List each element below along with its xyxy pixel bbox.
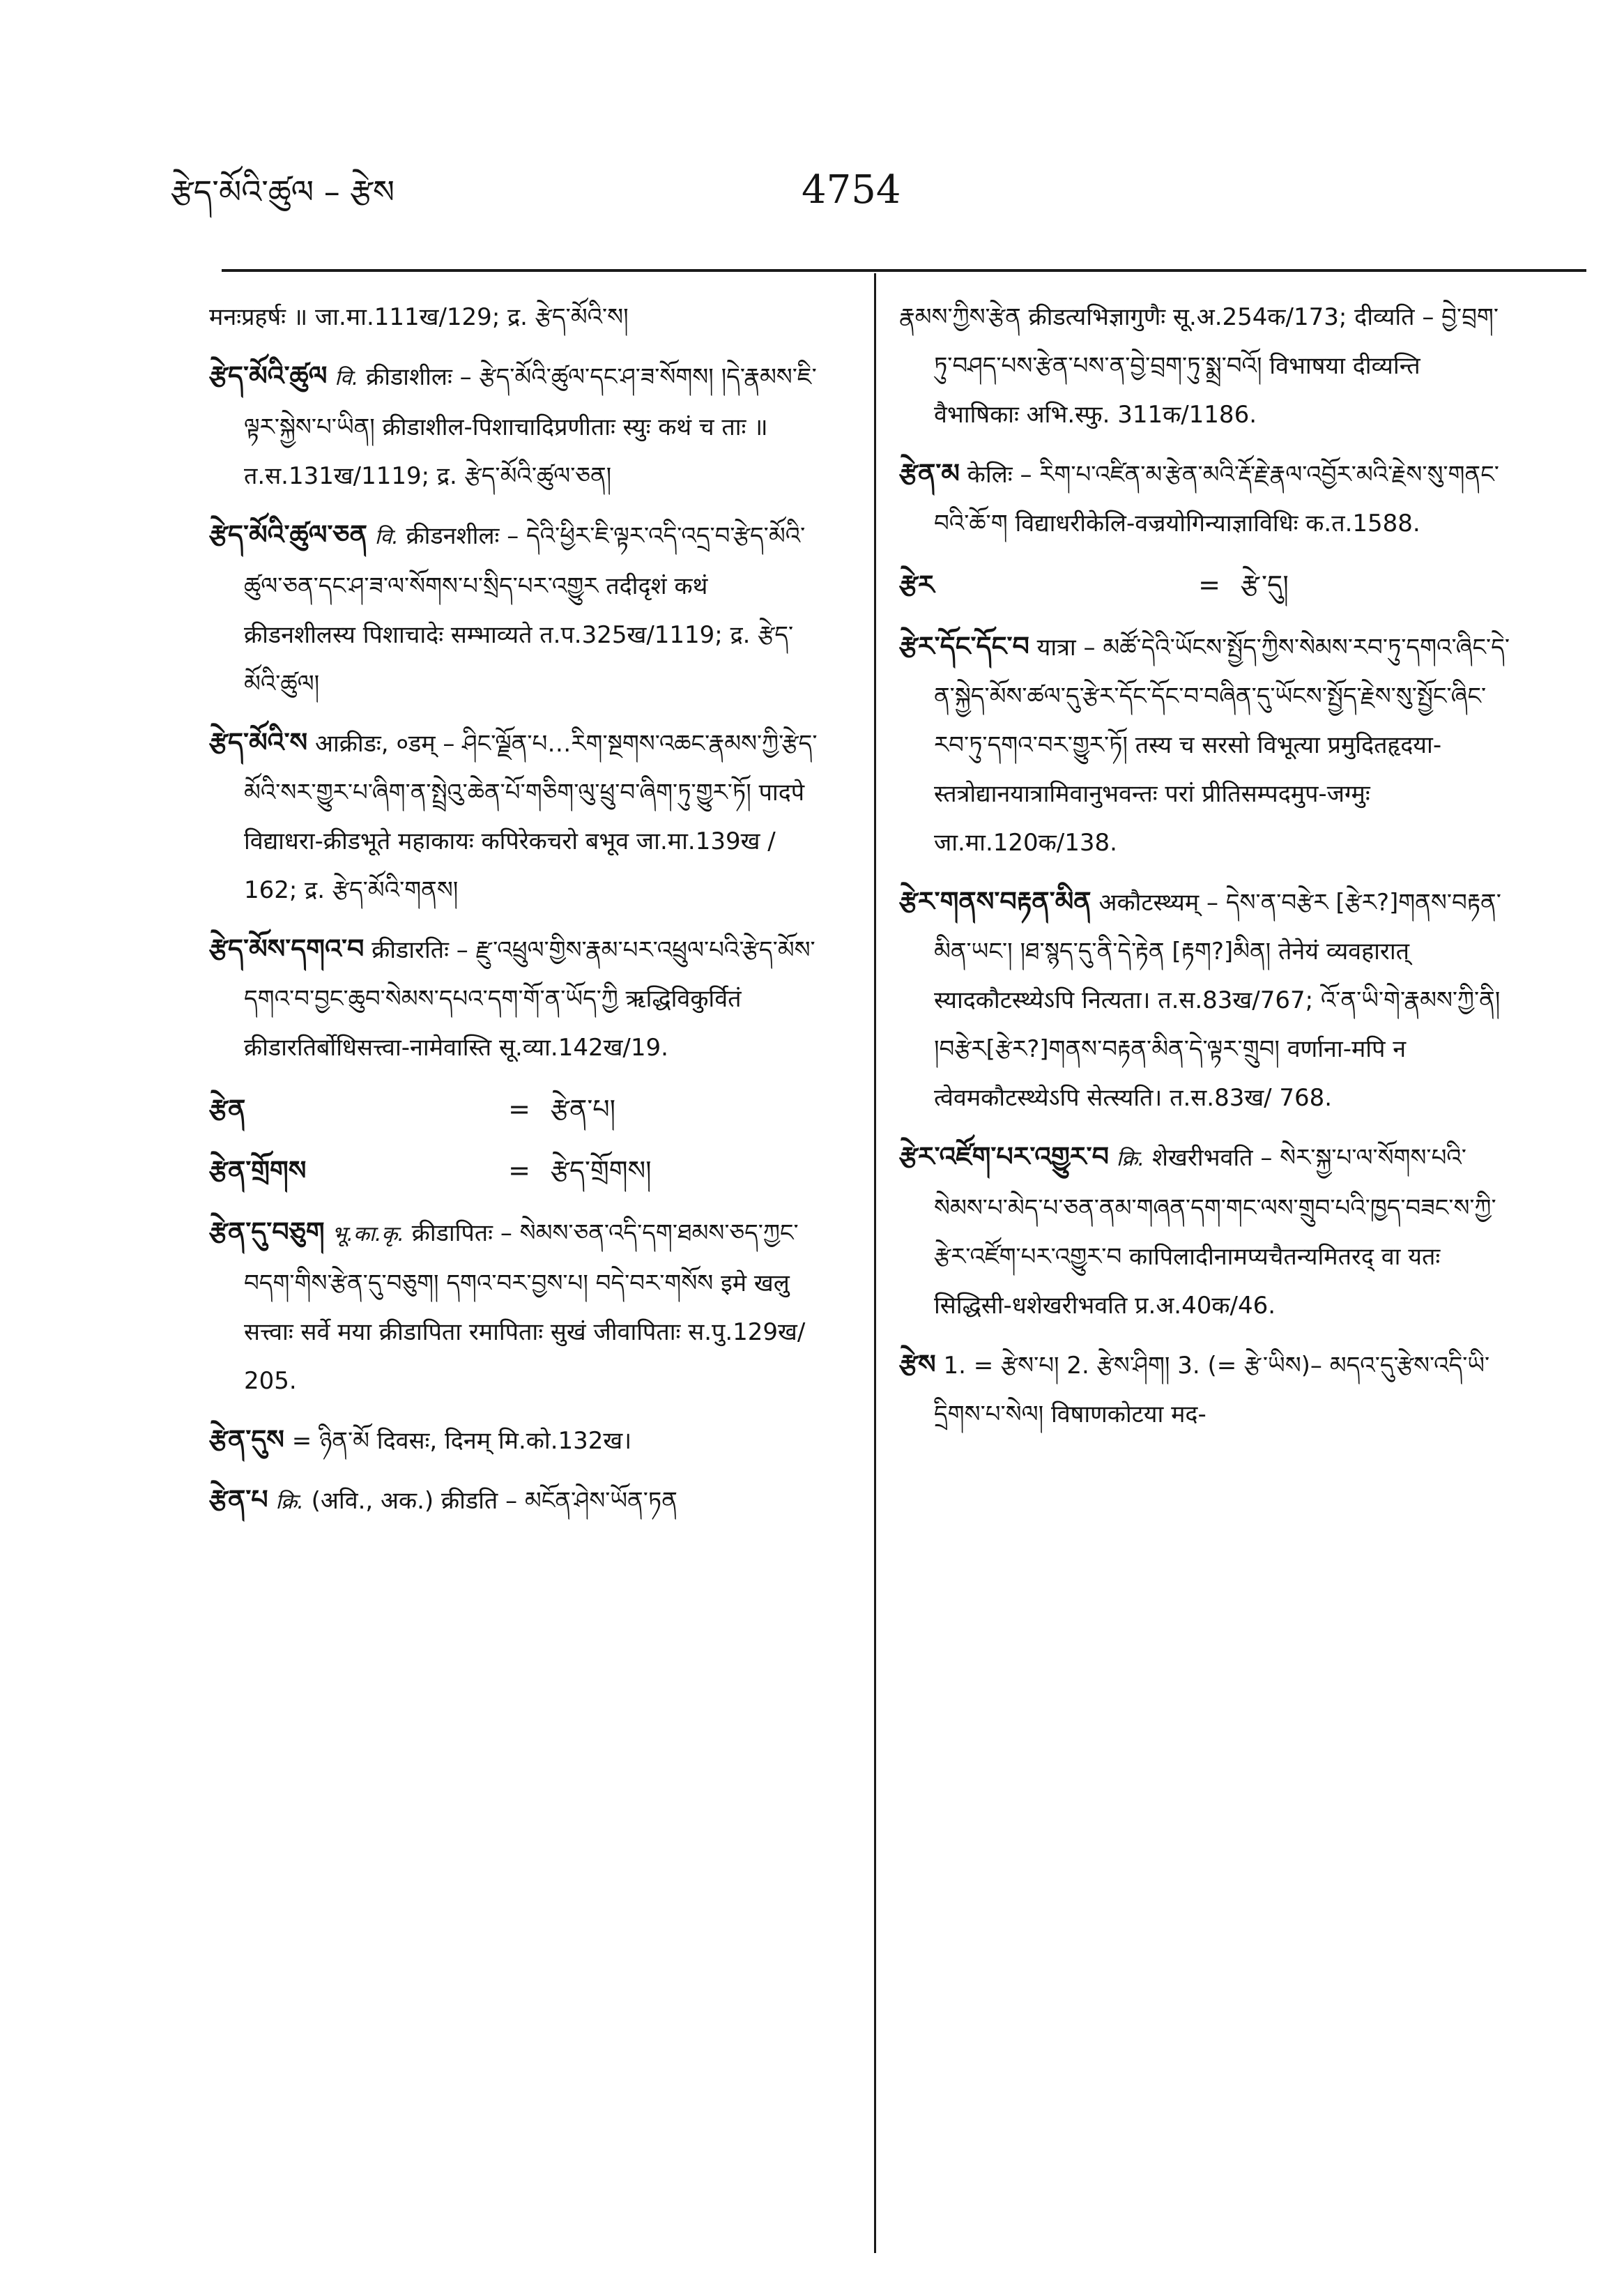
dictionary-entry: [899, 449, 1512, 548]
headword: རྩེན་དུ་བཅུག: [209, 1216, 325, 1247]
entry-body: क्रीडनशीलः – དེའི་ཕྱིར་ཇི་ལྟར་འདི་འདྲ་བ་རྩེད་མོའི་ཚུལ་ཅན་དང་ཤ་ཟ་ལ་སོགས་པ་སྲིད་པར་འགྱུར तदीदृशं कथं क्रीडनशीलस्य पिशाचादेः सम्भाव्यते त.प.325ख/1119; द्र. རྩེད་མོའི་ཚུལ།: [244, 522, 806, 698]
entry-body: मनःप्रहर्षः ॥ जा.मा.111ख/129; द्र. རྩེད་མོའི་ས།: [209, 303, 629, 331]
left-column: [209, 293, 822, 2248]
headword: རྩེད་མོའི་ཚུལ་ཅན: [209, 519, 367, 550]
headword: རྩེར་དོང་དོང་བ: [899, 631, 1029, 662]
headword: རྩེན་པ: [209, 1484, 268, 1515]
entry-body: क्रीडारतिः – རྫུ་འཕྲུལ་གྱིས་རྣམ་པར་འཕྲུལ་པའི་རྩེད་མོས་དགའ་བ་བྱང་ཆུབ་སེམས་དཔའ་དག་གོ་ན་ཡོད་ཀྱི ऋद्धिविकुर्वितं क्रीडारतिर्बोधिसत्त्वा-नामेवास्ति सू.व्या.142ख/19.: [244, 936, 815, 1062]
equals-sign: =: [1198, 570, 1220, 600]
entry-body: आक्रीडः, ०डम् – ཤིང་ལྗོན་པ…རིག་སྔགས་འཆང་རྣམས་ཀྱི་རྩེད་མོའི་སར་གྱུར་པ་ཞིག་ན་སྤྲེའུ་ཆེན་པོ་གཅིག་ལུ་ཕྲུ་བ་ཞིག་ཏུ་གྱུར་ཏོ། पादपे विद्याधरा-क्रीडभूते महाकायः कपिरेकचरो बभूव जा.मा.139ख / 162; द्र. རྩེད་མོའི་གནས།: [244, 730, 818, 904]
entry-body: 1. = རྩེས་པ། 2. རྩེས་ཤིག། 3. (= རྩེ་ཡིས)– མདའ་དུ་རྩེས་འདི་ཡི་དྲིགས་པ་སེལ། विषाणकोटया मद-: [934, 1352, 1490, 1428]
entry-body: क्रीडाशीलः – རྩེད་མོའི་ཚུལ་དང་ཤ་ཟ་སོགས། །དེ་རྣམས་ཇི་ལྟར་སྐྱེས་པ་ཡིན། क्रीडाशील-पिशाचादिप्रणीताः स्युः कथं च ताः ॥ त.स.131ख/1119; द्र. རྩེད་མོའི་ཚུལ་ཅན།: [244, 363, 817, 490]
dictionary-entry: [899, 877, 1512, 1122]
dictionary-entry: [209, 1415, 822, 1465]
cross-reference-row: [899, 560, 1512, 609]
headword: རྩེན་གྲོགས: [209, 1155, 307, 1186]
dictionary-entry: [899, 622, 1512, 867]
headword: རྩེད་མོའི་ཚུལ: [209, 360, 328, 391]
entry-body: = ཉིན་མོ दिवसः, दिनम् मि.को.132ख।: [291, 1427, 632, 1455]
continued-entry: [899, 293, 1512, 439]
grammar-label: वि.: [374, 525, 399, 549]
dictionary-entry: [899, 1340, 1512, 1439]
entry-body: केलिः – རིག་པ་འཛིན་མ་རྩེན་མའི་རྡོ་རྗེ་རྣལ་འབྱོར་མའི་རྗེས་སུ་གནང་བའི་ཆོ་ག विद्याधरीकेलि-वज्रयोगिन्याज्ञाविधिः क.त.1588.: [934, 461, 1499, 537]
right-column: [899, 293, 1512, 2248]
entry-body: यात्रा – མཚོ་དེའི་ཡོངས་སྤྱོད་ཀྱིས་སེམས་རབ་ཏུ་དགའ་ཞིང་དེ་ན་སྐྱེད་མོས་ཚལ་དུ་རྩེར་དོང་དོང་བ་བཞིན་དུ་ཡོངས་སྤྱོད་རྗེས་སུ་སྤྱོང་ཞིང་རབ་ཏུ་དགའ་བར་གྱུར་ཏོ། तस्य च सरसो विभूत्या प्रमुदितहृदया-स्तत्रोद्यानयात्रामिवानुभवन्तः परां प्रीतिसम्पदमुप-जग्मुः जा.मा.120क/138.: [934, 634, 1510, 857]
entry-body: (अवि., अक.) क्रीडति – མངོན་ཤེས་ཡོན་ཏན: [311, 1487, 677, 1515]
cross-reference-row: [209, 1146, 822, 1195]
continued-entry: [209, 293, 822, 342]
entry-body: अकौटस्थ्यम् – དེས་ན་བརྩེར [རྩེར?]གནས་བརྟན་མིན་ཡང་། །ཐ་སྙད་དུ་ནི་དེ་རྟེན [རྟག?]མིན། तेनेयं व्यवहारात् स्यादकौटस्थ्येऽपि नित्यता। त.स.83ख/767; འོ་ན་ཡི་གེ་རྣམས་ཀྱི་ནི། །བརྩེར[རྩེར?]གནས་བརྟན་མིན་དེ་ལྟར་གྲུབ། वर्णाना-मपि न त्वेवमकौटस्थ्येऽपि सेत्स्यति। त.स.83ख/ 768.: [934, 889, 1501, 1112]
dictionary-entry: [899, 1132, 1512, 1330]
page-number: 4754: [802, 167, 901, 213]
column-divider: [874, 273, 876, 2253]
running-header: རྩེད་མོའི་ཚུལ – རྩེས: [171, 173, 395, 211]
dictionary-entry: [209, 718, 822, 915]
headword: རྩེན་དུས: [209, 1424, 284, 1455]
headword: རྩེད་མོའི་ས: [209, 727, 308, 758]
equals-sign: =: [508, 1155, 530, 1186]
cross-reference-row: [209, 1085, 822, 1133]
cross-reference-target: རྩེན་པ།: [551, 1094, 616, 1124]
entry-body: क्रीडापितः – སེམས་ཅན་འདི་དག་ཐམས་ཅད་ཀྱང་བདག་གིས་རྩེན་དུ་བཅུག། དགའ་བར་བྱས་པ། བདེ་བར་གསོས इमे खलु सत्त्वाः सर्वे मया क्रीडापिता रमापिताः सुखं जीवापिताः स.पु.129ख/ 205.: [244, 1219, 806, 1395]
dictionary-entry: [209, 510, 822, 708]
entry-body: शेखरीभवति – སེར་སྐྱ་པ་ལ་སོགས་པའི་སེམས་པ་མེད་པ་ཅན་ནམ་གཞན་དག་གང་ལས་གྲུབ་པའི་ཁྱད་བཟང་ས་ཀྱི་རྩེར་འཛོག་པར་འགྱུར་བ कापिलादीनामप्यचैतन्यमितरद् वा यतः सिद्धिसी-धशेखरीभवति प्र.अ.40क/46.: [934, 1144, 1496, 1320]
headword: རྩེན་མ: [899, 458, 960, 489]
equals-sign: =: [508, 1094, 530, 1124]
headword: རྩེར་འཛོག་པར་འགྱུར་བ: [899, 1141, 1109, 1172]
dictionary-entry: [209, 351, 822, 501]
headword: རྩེས: [899, 1349, 936, 1380]
headword: རྩེད་མོས་དགའ་བ: [209, 933, 365, 964]
grammar-label: क्रि.: [1116, 1147, 1145, 1171]
dictionary-entry: [209, 1475, 822, 1527]
cross-reference-target: རྩེ་དུ།: [1241, 570, 1289, 600]
dictionary-entry: [209, 924, 822, 1072]
headword: རྩེན: [209, 1094, 246, 1124]
header-rule: [222, 269, 1586, 272]
entry-body: རྣམས་ཀྱིས་རྩེན क्रीडत्यभिज्ञागुणैः सू.अ.254क/173; दीव्यति – བྱེ་བྲག་ཏུ་བཤད་པས་རྩེན་པས་ན་བྱེ་བྲག་ཏུ་སྨྲ་བའོ། विभाषया दीव्यन्ति वैभाषिकाः अभि.स्फु. 311क/1186.: [899, 303, 1499, 429]
headword: རྩེར་གནས་བརྟན་མིན: [899, 886, 1091, 917]
grammar-label: क्रि.: [275, 1490, 304, 1514]
grammar-label: वि.: [335, 366, 359, 390]
dictionary-entry: [209, 1207, 822, 1405]
cross-reference-target: རྩེད་གྲོགས།: [551, 1155, 652, 1186]
grammar-label: भू.का.कृ.: [332, 1222, 404, 1246]
headword: རྩེར: [899, 570, 935, 600]
